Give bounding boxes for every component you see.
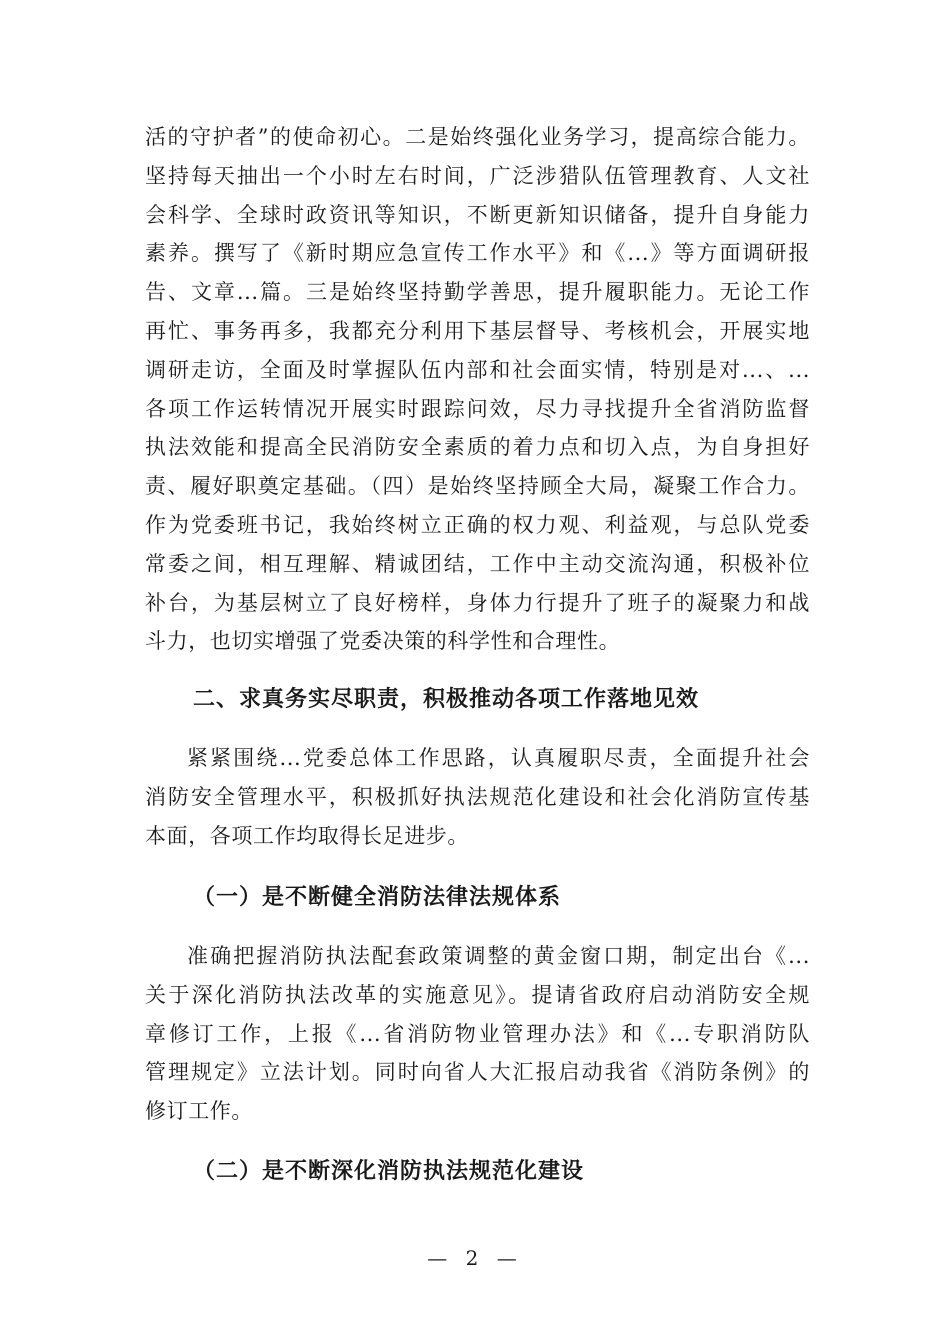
text-line: 管理规定》立法计划。同时向省人大汇报启动我省《消防条例》的 — [145, 1060, 810, 1085]
paragraph-1 — [145, 118, 810, 661]
paragraph-2 — [145, 739, 810, 855]
text-line: 会科学、全球时政资讯等知识，不断更新知识储备，提升自身能力 — [145, 202, 810, 227]
text-line: 紧紧围绕...党委总体工作思路，认真履职尽责，全面提升社会 — [187, 746, 810, 770]
text-line: 本面，各项工作均取得长足进步。 — [145, 823, 469, 848]
subsection-heading: （二）是不断深化消防执法规范化建设 — [193, 1159, 585, 1184]
text-line: 消防安全管理水平，积极抓好执法规范化建设和社会化消防宣传基 — [145, 784, 810, 809]
text-line: 补台，为基层树立了良好榜样，身体力行提升了班子的凝聚力和战 — [145, 590, 810, 615]
text-line: 各项工作运转情况开展实时跟踪问效，尽力寻找提升全省消防监督 — [145, 396, 810, 421]
text-line: 作为党委班书记，我始终树立正确的权力观、利益观，与总队党委 — [145, 512, 810, 537]
text-line: 常委之间，相互理解、精诚团结，工作中主动交流沟通，积极补位 — [145, 551, 810, 576]
text-line: 调研走访，全面及时掌握队伍内部和社会面实情，特别是对...、... — [145, 357, 810, 382]
text-line: 执法效能和提高全民消防安全素质的着力点和切入点，为自身担好 — [145, 435, 810, 460]
text-line: 素养。撰写了《新时期应急宣传工作水平》和《...》等方面调研报 — [145, 241, 810, 266]
section-heading: 二、求真务实尽职责，积极推动各项工作落地见效 — [193, 687, 700, 712]
text-line: 再忙、事务再多，我都充分利用下基层督导、考核机会，开展实地 — [145, 318, 810, 343]
page-number: — 2 — — [427, 1246, 523, 1270]
text-line: 修订工作。 — [145, 1099, 253, 1124]
subsection-heading: （一）是不断健全消防法律法规体系 — [193, 885, 562, 910]
paragraph-3 — [145, 937, 810, 1131]
text-line: 责、履好职奠定基础。（四）是始终坚持顾全大局，凝聚工作合力。 — [145, 474, 810, 499]
text-line: 活的守护者”的使命初心。二是始终强化业务学习，提高综合能力。 — [145, 125, 810, 149]
text-line: 坚持每天抽出一个小时左右时间，广泛涉猎队伍管理教育、人文社 — [145, 163, 810, 188]
text-line: 关于深化消防执法改革的实施意见》。提请省政府启动消防安全规 — [145, 982, 810, 1007]
text-line: 准确把握消防执法配套政策调整的黄金窗口期，制定出台《... — [187, 944, 810, 968]
text-line: 斗力，也切实增强了党委决策的科学性和合理性。 — [145, 629, 621, 654]
text-line: 章修订工作，上报《...省消防物业管理办法》和《...专职消防队 — [145, 1021, 810, 1046]
text-line: 告、文章...篇。三是始终坚持勤学善思，提升履职能力。无论工作 — [145, 280, 810, 305]
